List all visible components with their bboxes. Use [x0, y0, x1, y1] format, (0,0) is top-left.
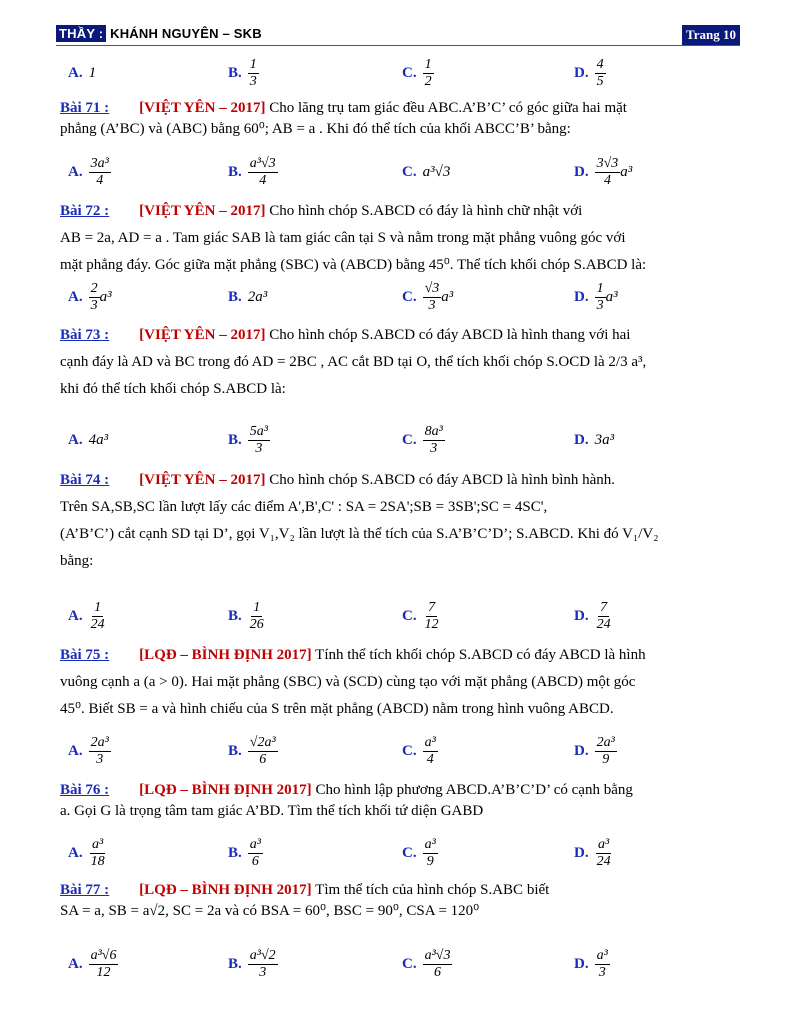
numerator: 7	[600, 599, 608, 615]
fraction	[423, 837, 438, 870]
denominator: 6	[259, 751, 267, 767]
numerator: 3a³	[90, 155, 109, 171]
answer-option	[228, 731, 278, 771]
fraction	[595, 837, 613, 870]
option-letter: B.	[228, 742, 242, 759]
option-letter: A.	[68, 607, 83, 624]
fraction	[248, 837, 263, 870]
question-text: phẳng (A’BC) và (ABC) bằng 60⁰; AB = a . Khi đó thể tích của khối ABCC’B’ bằng:	[60, 121, 571, 137]
denominator: 3	[598, 964, 606, 980]
fraction	[248, 735, 278, 768]
answer-option	[574, 420, 614, 460]
question	[60, 880, 740, 922]
question	[60, 201, 740, 276]
numerator: 7	[428, 599, 436, 615]
fraction	[89, 281, 100, 314]
question-text: 45⁰. Biết SB = a và hình chiếu của S trên mặt phẳng (ABCD) nằm trong hình vuông ABCD.	[60, 701, 614, 717]
question-text: Cho lăng trụ tam giác đều ABC.A’B’C’ có góc giữa hai mặt	[269, 100, 627, 116]
option-value: 4a³	[88, 431, 109, 448]
page-header	[56, 24, 740, 46]
option-letter: C.	[402, 742, 417, 759]
fraction	[248, 57, 259, 90]
question-text: AB = 2a, AD = a . Tam giác SAB là tam giác cân tại S và nằm trong mặt phẳng vuông góc với	[60, 230, 626, 246]
option-letter: B.	[228, 288, 242, 305]
option-letter: A.	[68, 844, 83, 861]
option-letter: D.	[574, 431, 589, 448]
question-number: Bài 76 :	[60, 782, 110, 798]
option-letter: B.	[228, 163, 242, 180]
fraction	[423, 948, 453, 981]
denominator: 3	[90, 297, 98, 313]
question-text: Cho hình lập phương ABCD.A’B’C’D’ có cạnh bằng	[315, 782, 633, 798]
question-number: Bài 75 :	[60, 647, 110, 663]
question	[60, 470, 740, 572]
question-line	[60, 379, 740, 400]
fraction	[89, 948, 119, 981]
question-line	[60, 325, 740, 346]
denominator: 3	[596, 297, 604, 313]
fraction	[423, 281, 442, 314]
question-line	[60, 497, 740, 518]
answer-option	[574, 277, 618, 317]
option-suffix: a³	[620, 163, 633, 180]
option-letter: D.	[574, 64, 589, 81]
question-text: mặt phẳng đáy. Góc giữa mặt phẳng (SBC) và (ABCD) bằng 45⁰. Thể tích khối chóp S.ABCD là:	[60, 257, 647, 273]
question-line	[60, 470, 740, 491]
question-number: Bài 73 :	[60, 327, 110, 343]
question-number: Bài 77 :	[60, 882, 110, 898]
numerator: 2a³	[596, 734, 615, 750]
answer-option	[228, 152, 278, 192]
answer-option	[228, 833, 263, 873]
option-letter: C.	[402, 955, 417, 972]
option-letter: B.	[228, 844, 242, 861]
denominator: 3	[259, 964, 267, 980]
question-text: Cho hình chóp S.ABCD có đáy là hình chữ nhật với	[269, 203, 583, 219]
numerator: 3√3	[596, 155, 619, 171]
option-letter: A.	[68, 288, 83, 305]
denominator: 4	[603, 172, 611, 188]
question-text: khi đó thể tích khối chóp S.ABCD là:	[60, 381, 286, 397]
option-letter: D.	[574, 844, 589, 861]
option-letter: D.	[574, 163, 589, 180]
option-letter: C.	[402, 163, 417, 180]
denominator: 9	[426, 853, 434, 869]
option-letter: C.	[402, 844, 417, 861]
question-source: [VIỆT YÊN – 2017]	[139, 327, 266, 343]
option-suffix: a³	[441, 288, 454, 305]
question-text: cạnh đáy là AD và BC trong đó AD = 2BC , AC cắt BD tại O, thể tích khối chóp S.OCD là 2/3 a³,	[60, 354, 647, 370]
question-number: Bài 71 :	[60, 100, 110, 116]
fraction	[423, 600, 441, 633]
question-text: Cho hình chóp S.ABCD có đáy ABCD là hình bình hành.	[269, 472, 616, 488]
numerator: a³	[596, 947, 608, 963]
answer-option	[68, 277, 112, 317]
denominator: 3	[430, 440, 438, 456]
denominator: 3	[249, 73, 257, 89]
answer-option	[402, 731, 438, 771]
fraction	[89, 735, 111, 768]
question-line	[60, 352, 740, 373]
numerator: a³	[424, 734, 436, 750]
fraction	[248, 424, 270, 457]
teacher-tag: THẦY :	[56, 25, 106, 42]
question-text: vuông cạnh a (a > 0). Hai mặt phẳng (SBC) và (SCD) cùng tạo với mặt phẳng (ABCD) một góc	[60, 674, 636, 690]
answer-option	[68, 944, 118, 984]
question-line	[60, 699, 740, 720]
question-text: bằng:	[60, 553, 94, 569]
answer-row	[68, 53, 748, 93]
answer-option	[402, 944, 452, 984]
question-source: [LQĐ – BÌNH ĐỊNH 2017]	[139, 882, 312, 898]
denominator: 24	[90, 616, 105, 632]
fraction	[89, 156, 111, 189]
denominator: 6	[434, 964, 442, 980]
denominator: 6	[251, 853, 259, 869]
answer-option	[228, 53, 259, 93]
fraction	[248, 600, 266, 633]
fraction	[595, 948, 610, 981]
option-letter: A.	[68, 163, 83, 180]
answer-row	[68, 152, 748, 192]
header-rule	[56, 45, 740, 46]
numerator: √3	[424, 280, 440, 296]
fraction	[248, 948, 278, 981]
option-value: 1	[88, 64, 97, 81]
answer-option	[402, 53, 434, 93]
answer-option	[228, 944, 278, 984]
denominator: 12	[424, 616, 439, 632]
numerator: a³√6	[90, 947, 117, 963]
answer-option	[68, 731, 111, 771]
question-text: Tính thể tích khối chóp S.ABCD có đáy ABCD là hình	[315, 647, 646, 663]
question	[60, 645, 740, 720]
numerator: 5a³	[249, 423, 268, 439]
author-line	[56, 26, 262, 41]
answer-option	[574, 944, 610, 984]
denominator: 26	[249, 616, 264, 632]
option-letter: C.	[402, 607, 417, 624]
option-letter: C.	[402, 64, 417, 81]
denominator: 3	[255, 440, 263, 456]
option-letter: C.	[402, 288, 417, 305]
option-letter: B.	[228, 431, 242, 448]
denominator: 18	[90, 853, 105, 869]
answer-option	[402, 596, 441, 636]
author-name: KHÁNH NGUYÊN – SKB	[110, 26, 262, 41]
fraction	[595, 735, 617, 768]
answer-option	[574, 53, 606, 93]
answer-option	[402, 277, 453, 317]
numerator: 2a³	[90, 734, 109, 750]
numerator: 1	[596, 280, 604, 296]
option-letter: A.	[68, 64, 83, 81]
denominator: 4	[426, 751, 434, 767]
denominator: 24	[596, 853, 611, 869]
question-line	[60, 801, 740, 822]
answer-option	[402, 833, 438, 873]
denominator: 4	[259, 172, 267, 188]
answer-option	[574, 731, 617, 771]
option-suffix: a³	[605, 288, 618, 305]
answer-row	[68, 277, 748, 317]
numerator: 8a³	[424, 423, 443, 439]
question	[60, 98, 740, 140]
fraction	[423, 735, 438, 768]
option-letter: B.	[228, 955, 242, 972]
option-letter: B.	[228, 64, 242, 81]
answer-row	[68, 420, 748, 460]
denominator: 4	[96, 172, 104, 188]
numerator: 1	[249, 56, 257, 72]
option-letter: A.	[68, 742, 83, 759]
option-suffix: a³	[99, 288, 112, 305]
question-number: Bài 74 :	[60, 472, 110, 488]
option-value: a³√3	[422, 163, 451, 180]
answer-option	[228, 420, 270, 460]
option-value: 2a³	[247, 288, 268, 305]
question-line	[60, 672, 740, 693]
question-source: [VIỆT YÊN – 2017]	[139, 203, 266, 219]
question-text: Cho hình chóp S.ABCD có đáy ABCD là hình thang với hai	[269, 327, 631, 343]
numerator: a³	[91, 836, 104, 852]
question-number: Bài 72 :	[60, 203, 110, 219]
question-line	[60, 880, 740, 901]
question-line	[60, 780, 740, 801]
fraction	[248, 156, 278, 189]
option-letter: A.	[68, 955, 83, 972]
question-text: SA = a, SB = a√2, SC = 2a và có BSA = 60⁰, BSC = 90⁰, CSA = 120⁰	[60, 903, 480, 919]
numerator: a³	[249, 836, 261, 852]
numerator: a³	[424, 836, 436, 852]
answer-option	[574, 152, 632, 192]
numerator: a³√3	[424, 947, 451, 963]
denominator: 9	[602, 751, 610, 767]
question	[60, 780, 740, 822]
question-source: [VIỆT YÊN – 2017]	[139, 472, 266, 488]
fraction	[89, 837, 107, 870]
question-line	[60, 255, 740, 276]
numerator: a³√3	[249, 155, 276, 171]
fraction	[595, 156, 621, 189]
numerator: a³	[597, 836, 610, 852]
fraction	[595, 57, 606, 90]
denominator: 3	[96, 751, 104, 767]
answer-option	[402, 152, 450, 192]
denominator: 5	[596, 73, 604, 89]
question-text: (A’B’C’) cắt cạnh SD tại D’, gọi V₁,V₂ lần lượt là thể tích của S.A’B’C’D’; S.ABCD. Khi đó V₁/V₂	[60, 526, 659, 542]
answer-option	[68, 833, 107, 873]
numerator: 1	[424, 56, 432, 72]
question-line	[60, 524, 740, 545]
option-value: 3a³	[594, 431, 615, 448]
numerator: 1	[253, 599, 261, 615]
numerator: 1	[94, 599, 102, 615]
answer-row	[68, 944, 748, 984]
option-letter: D.	[574, 607, 589, 624]
option-letter: A.	[68, 431, 83, 448]
question-text: Tìm thể tích của hình chóp S.ABC biết	[315, 882, 550, 898]
answer-row	[68, 731, 748, 771]
option-letter: D.	[574, 742, 589, 759]
question-line	[60, 645, 740, 666]
answer-option	[228, 277, 267, 317]
option-letter: B.	[228, 607, 242, 624]
answer-row	[68, 596, 748, 636]
denominator: 12	[96, 964, 111, 980]
option-letter: C.	[402, 431, 417, 448]
question-text: Trên SA,SB,SC lần lượt lấy các điểm A',B',C' : SA = 2SA';SB = 3SB';SC = 4SC',	[60, 499, 548, 515]
denominator: 3	[428, 297, 436, 313]
fraction	[595, 281, 606, 314]
fraction	[423, 57, 434, 90]
numerator: 4	[596, 56, 604, 72]
answer-option	[68, 152, 111, 192]
numerator: √2a³	[249, 734, 276, 750]
fraction	[423, 424, 445, 457]
denominator: 2	[424, 73, 432, 89]
question-line	[60, 228, 740, 249]
fraction	[595, 600, 613, 633]
numerator: a³√2	[249, 947, 276, 963]
page-number: Trang 10	[682, 25, 740, 45]
option-letter: D.	[574, 288, 589, 305]
answer-option	[68, 53, 96, 93]
question-line	[60, 551, 740, 572]
question-text: a. Gọi G là trọng tâm tam giác A’BD. Tìm thể tích khối tứ diện GABD	[60, 803, 484, 819]
answer-option	[574, 833, 613, 873]
answer-row	[68, 833, 748, 873]
answer-option	[68, 596, 107, 636]
question-source: [LQĐ – BÌNH ĐỊNH 2017]	[139, 647, 312, 663]
option-letter: D.	[574, 955, 589, 972]
answer-option	[574, 596, 613, 636]
question-line	[60, 201, 740, 222]
question-source: [VIỆT YÊN – 2017]	[139, 100, 266, 116]
numerator: 2	[90, 280, 98, 296]
question	[60, 325, 740, 400]
answer-option	[228, 596, 266, 636]
question-line	[60, 901, 740, 922]
question-line	[60, 119, 740, 140]
answer-option	[402, 420, 445, 460]
answer-option	[68, 420, 108, 460]
question-source: [LQĐ – BÌNH ĐỊNH 2017]	[139, 782, 312, 798]
question-line	[60, 98, 740, 119]
denominator: 24	[596, 616, 611, 632]
fraction	[89, 600, 107, 633]
